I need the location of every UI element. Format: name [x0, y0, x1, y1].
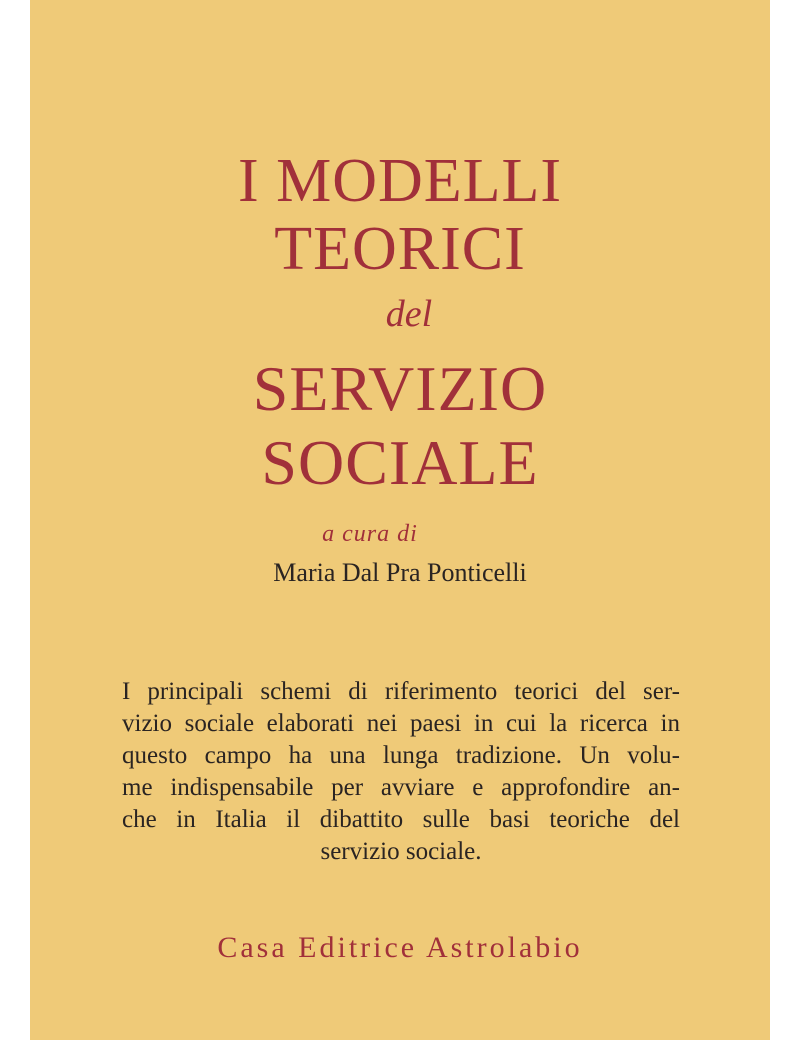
title-line-2: TEORICI [274, 215, 526, 283]
blurb-line: vizio sociale elaborati nei paesi in cui la ricerca in [122, 710, 680, 737]
title-line-5: SOCIALE [261, 427, 539, 498]
blurb-line: servizio sociale. [320, 838, 482, 865]
blurb-line: I principali schemi di riferimento teorici del ser- [122, 678, 680, 705]
title-line-3: del [385, 293, 433, 335]
title-line-4: SERVIZIO [252, 353, 548, 424]
publisher: Casa Editrice Astrolabio [217, 931, 583, 964]
title-line-1: I MODELLI [237, 147, 563, 215]
editor-name: Maria Dal Pra Ponticelli [273, 558, 527, 587]
blurb [122, 676, 680, 868]
book-cover [30, 0, 770, 1040]
editor-label: a cura di [322, 521, 418, 547]
blurb-line: questo campo ha una lunga tradizione. Un volu- [122, 742, 680, 769]
blurb-line: me indispensabile per avviare e approfondire an- [122, 774, 680, 801]
blurb-line: che in Italia il dibattito sulle basi teoriche del [122, 806, 680, 833]
